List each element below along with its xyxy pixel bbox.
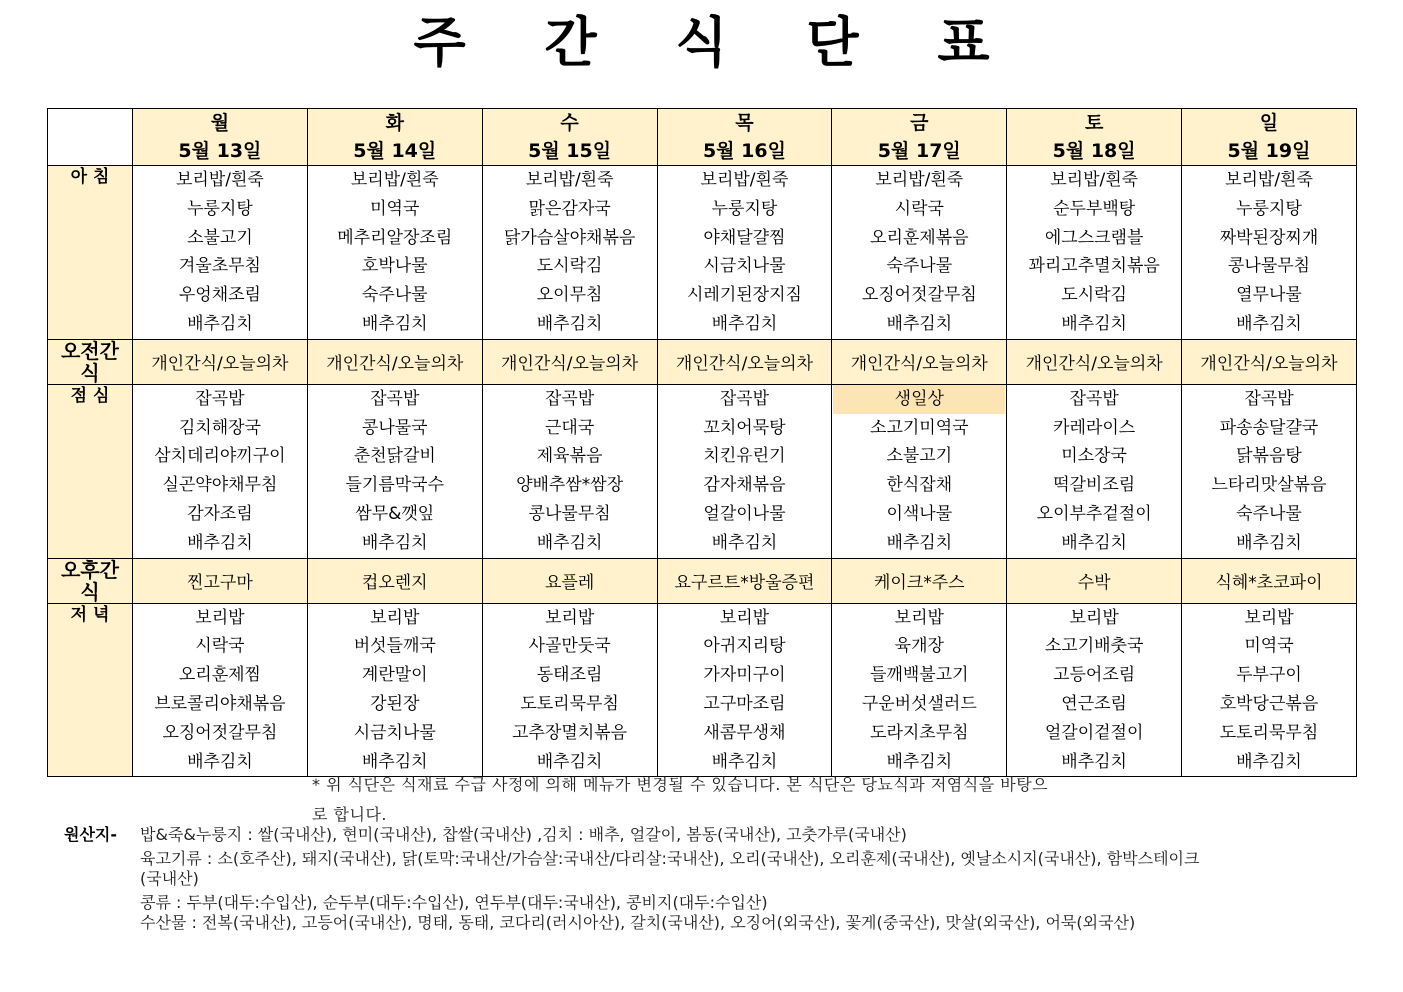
menu-item: 꼬치어묵탕 xyxy=(703,417,786,438)
menu-item: 배추김치 xyxy=(886,313,953,334)
menu-item: 떡갈비조림 xyxy=(1053,475,1136,496)
menu-cell xyxy=(832,384,1007,558)
day-header-thu xyxy=(657,109,832,166)
origin-line: (국내산) xyxy=(140,869,199,888)
menu-item: 소고기미역국 xyxy=(870,417,969,438)
menu-item: 시락국 xyxy=(894,198,944,219)
menu-item: 맑은감자국 xyxy=(528,198,611,219)
origin-line: 밥&죽&누룽지 : 쌀(국내산), 현미(국내산), 찹쌀(국내산) ,김치 : 배추, 얼갈이, 봄동(국내산), 고춧가루(국내산) xyxy=(140,825,907,844)
menu-item: 콩나물무침 xyxy=(528,503,611,524)
menu-item: 배추김치 xyxy=(1061,313,1127,334)
menu-item: 동태조림 xyxy=(536,665,603,686)
menu-cell xyxy=(832,166,1007,340)
menu-item: 구운버섯샐러드 xyxy=(861,693,977,714)
menu-cell xyxy=(657,384,832,558)
menu-item: 보리밥/흰죽 xyxy=(176,170,264,190)
menu-item: 얼갈이나물 xyxy=(703,503,786,524)
menu-item: 보리밥/흰죽 xyxy=(875,170,964,190)
menu-item: 우엉채조림 xyxy=(178,285,261,306)
menu-item: 시레기된장지짐 xyxy=(686,285,802,306)
menu-cell xyxy=(482,603,657,777)
menu-item: 얼갈이겉절이 xyxy=(1044,722,1144,743)
menu-item: 보리밥/흰죽 xyxy=(700,170,789,190)
menu-item: 닭볶음탕 xyxy=(1236,446,1302,467)
meal-label-line: 식 xyxy=(80,360,100,385)
menu-item: 배추김치 xyxy=(187,751,253,772)
menu-item: 잡곡밥 xyxy=(544,388,595,409)
day-name: 수 xyxy=(560,112,579,134)
menu-cell xyxy=(1007,166,1182,340)
day-date: 5월 19일 xyxy=(1227,140,1311,162)
menu-item: 도시락김 xyxy=(1061,285,1127,306)
menu-cell xyxy=(133,603,308,777)
menu-item: 소불고기 xyxy=(886,446,953,467)
day-header-row xyxy=(48,109,1357,166)
menu-item: 보리밥/흰죽 xyxy=(350,170,439,190)
am-snack-row xyxy=(48,339,1357,384)
menu-item: 순두부백탕 xyxy=(1053,198,1136,219)
menu-item: 배추김치 xyxy=(361,751,428,772)
menu-item: 배추김치 xyxy=(886,532,953,553)
menu-item: 보리밥 xyxy=(1069,607,1119,628)
menu-item: 콩나물국 xyxy=(361,417,428,438)
menu-cell xyxy=(482,166,657,340)
menu-item: 보리밥 xyxy=(1244,607,1294,628)
menu-item: 시금치나물 xyxy=(703,256,786,277)
origin-line: 콩류 : 두부(대두:수입산), 순두부(대두:수입산), 연두부(대두:국내산), 콩비지(대두:수입산) xyxy=(140,893,768,912)
menu-cell xyxy=(1182,384,1357,558)
day-date: 5월 13일 xyxy=(178,140,262,162)
menu-item: 배추김치 xyxy=(1236,751,1302,772)
menu-item: 사골만둣국 xyxy=(528,636,611,657)
snack-cell: 수박 xyxy=(1007,558,1182,603)
menu-item: 오이부추겉절이 xyxy=(1036,503,1152,524)
menu-item: 꽈리고추멸치볶음 xyxy=(1028,256,1160,277)
menu-item: 배추김치 xyxy=(536,751,603,772)
menu-cell xyxy=(133,166,308,340)
menu-cell xyxy=(307,603,482,777)
menu-item: 호박당근볶음 xyxy=(1219,693,1319,714)
breakfast-row xyxy=(48,166,1357,340)
menu-item: 배추김치 xyxy=(536,313,603,334)
day-name: 금 xyxy=(910,112,929,134)
meal-label-dinner: 저 녁 xyxy=(48,603,133,777)
menu-item: 보리밥/흰죽 xyxy=(525,170,614,190)
menu-item: 에그스크램블 xyxy=(1044,227,1144,248)
menu-item: 들기름막국수 xyxy=(345,475,445,496)
page-title: 주 간 식 단 표 xyxy=(413,11,1020,74)
menu-item: 보리밥 xyxy=(719,607,770,628)
menu-change-notice xyxy=(312,770,1172,830)
menu-item: 배추김치 xyxy=(361,313,428,334)
header-corner-cell xyxy=(48,109,133,166)
day-header-tue xyxy=(307,109,482,166)
menu-item: 오이무침 xyxy=(536,285,603,306)
notice-line: 로 합니다. xyxy=(312,805,387,824)
day-date: 5월 17일 xyxy=(877,140,961,162)
day-name: 월 xyxy=(210,112,230,134)
menu-cell xyxy=(307,166,482,340)
origin-line: 수산물 : 전복(국내산), 고등어(국내산), 명태, 동태, 코다리(러시아산), 갈치(국내산), 오징어(외국산), 꽃게(중국산), 맛살(외국산), 어묵(외국산) xyxy=(140,913,1136,932)
menu-cell xyxy=(482,384,657,558)
menu-item: 미역국 xyxy=(370,198,420,219)
menu-item: 근대국 xyxy=(544,417,595,438)
menu-item: 감자채볶음 xyxy=(703,475,786,496)
menu-item: 고추장멸치볶음 xyxy=(512,722,628,743)
menu-item: 숙주나물 xyxy=(1236,503,1302,524)
meal-label-breakfast: 아 침 xyxy=(48,166,133,340)
menu-item: 카레라이스 xyxy=(1053,417,1136,438)
menu-item: 호박나물 xyxy=(361,256,428,277)
notice-line: * 위 식단은 식재료 수급 사정에 의해 메뉴가 변경될 수 있습니다. 본 식단은 당뇨식과 저염식을 바탕으 xyxy=(312,775,1049,794)
menu-item: 두부구이 xyxy=(1236,665,1302,686)
menu-item: 짜박된장찌개 xyxy=(1219,227,1319,248)
menu-item: 파송송달걀국 xyxy=(1219,417,1319,438)
day-date: 5월 14일 xyxy=(353,140,437,162)
snack-cell: 식혜*초코파이 xyxy=(1182,558,1357,603)
menu-item: 보리밥 xyxy=(544,607,595,628)
snack-cell: 요구르트*방울증편 xyxy=(657,558,832,603)
menu-item: 오리훈제찜 xyxy=(178,665,261,686)
menu-item: 한식잡채 xyxy=(886,475,953,496)
menu-cell xyxy=(657,603,832,777)
menu-item: 삼치데리야끼구이 xyxy=(154,446,286,467)
menu-item: 누룽지탕 xyxy=(711,198,778,219)
menu-item: 도시락김 xyxy=(536,256,603,277)
day-date: 5월 16일 xyxy=(702,140,786,162)
snack-cell: 개인간식/오늘의차 xyxy=(482,339,657,384)
menu-item: 잡곡밥 xyxy=(370,388,420,409)
menu-item: 제육볶음 xyxy=(536,446,603,467)
day-name: 화 xyxy=(385,112,404,134)
menu-item: 고구마조림 xyxy=(703,693,786,714)
lunch-row xyxy=(48,384,1357,558)
menu-item: 누룽지탕 xyxy=(1236,198,1302,219)
meal-label-line: 오후간 xyxy=(61,557,119,582)
menu-item: 춘천닭갈비 xyxy=(353,446,436,467)
menu-item: 닭가슴살야채볶음 xyxy=(503,227,636,248)
menu-item: 보리밥 xyxy=(370,607,420,628)
menu-item: 쌈무&깻잎 xyxy=(355,503,435,524)
snack-cell: 개인간식/오늘의차 xyxy=(1182,339,1357,384)
snack-cell: 개인간식/오늘의차 xyxy=(1007,339,1182,384)
menu-cell xyxy=(1007,384,1182,558)
menu-item: 배추김치 xyxy=(711,313,778,334)
menu-item: 보리밥 xyxy=(894,607,944,628)
origin-info xyxy=(140,825,1355,933)
day-header-mon xyxy=(133,109,308,166)
snack-cell: 개인간식/오늘의차 xyxy=(133,339,308,384)
snack-cell: 요플레 xyxy=(482,558,657,603)
menu-item: 잡곡밥 xyxy=(1244,388,1294,409)
menu-item: 배추김치 xyxy=(361,532,428,553)
menu-item: 아귀지리탕 xyxy=(703,636,786,657)
menu-item: 숙주나물 xyxy=(886,256,953,277)
day-header-sun xyxy=(1182,109,1357,166)
snack-cell: 찐고구마 xyxy=(133,558,308,603)
menu-item: 배추김치 xyxy=(711,532,778,553)
day-header-fri xyxy=(832,109,1007,166)
menu-item: 미역국 xyxy=(1244,636,1294,657)
snack-cell: 케이크*주스 xyxy=(832,558,1007,603)
menu-cell xyxy=(832,603,1007,777)
meal-label-am-snack xyxy=(48,339,133,384)
menu-item: 생일상 xyxy=(833,385,1005,414)
day-name: 일 xyxy=(1259,112,1279,134)
day-name: 목 xyxy=(735,112,754,134)
menu-item: 도토리묵무침 xyxy=(1219,722,1319,743)
menu-item: 시락국 xyxy=(195,636,245,657)
menu-item: 누룽지탕 xyxy=(187,198,253,219)
meal-label-pm-snack xyxy=(48,558,133,603)
menu-item: 새콤무생채 xyxy=(703,722,786,743)
menu-item: 배추김치 xyxy=(1061,532,1127,553)
menu-cell xyxy=(307,384,482,558)
menu-item: 숙주나물 xyxy=(361,285,428,306)
origin-label: 원산지- xyxy=(64,825,118,844)
menu-item: 잡곡밥 xyxy=(719,388,770,409)
menu-item: 보리밥/흰죽 xyxy=(1050,170,1139,190)
menu-item: 강된장 xyxy=(370,693,420,714)
day-date: 5월 15일 xyxy=(528,140,612,162)
menu-item: 치킨유린기 xyxy=(703,446,786,467)
menu-cell xyxy=(1182,166,1357,340)
dinner-row xyxy=(48,603,1357,777)
weekly-menu-table xyxy=(47,108,1357,777)
snack-cell: 개인간식/오늘의차 xyxy=(657,339,832,384)
day-name: 토 xyxy=(1084,112,1104,134)
menu-item: 오징어젓갈무침 xyxy=(861,285,977,306)
menu-item: 양배추쌈*쌈장 xyxy=(516,475,624,496)
menu-item: 시금치나물 xyxy=(353,722,436,743)
menu-item: 배추김치 xyxy=(711,751,778,772)
origin-line: 육고기류 : 소(호주산), 돼지(국내산), 닭(토막:국내산/가슴살:국내산/다리살:국내산), 오리(국내산), 오리훈제(국내산), 옛날소시지(국내산), 함박스테이크 xyxy=(140,849,1200,868)
day-header-sat xyxy=(1007,109,1182,166)
menu-item: 느타리맛살볶음 xyxy=(1211,475,1327,496)
menu-item: 도토리묵무침 xyxy=(520,693,619,714)
menu-item: 버섯들깨국 xyxy=(353,636,436,657)
menu-item: 미소장국 xyxy=(1061,446,1127,467)
menu-item: 잡곡밥 xyxy=(195,388,245,409)
menu-item: 연근조림 xyxy=(1061,693,1127,714)
snack-cell: 개인간식/오늘의차 xyxy=(832,339,1007,384)
menu-item: 이색나물 xyxy=(886,503,953,524)
menu-item: 메추리알장조림 xyxy=(337,227,453,248)
menu-cell xyxy=(1007,603,1182,777)
menu-item: 감자조림 xyxy=(187,503,253,524)
menu-item: 브로콜리야채볶음 xyxy=(154,693,286,714)
menu-item: 겨울초무침 xyxy=(178,256,261,277)
menu-item: 오리훈제볶음 xyxy=(870,227,969,248)
menu-item: 보리밥/흰죽 xyxy=(1225,170,1313,190)
menu-item: 도라지초무침 xyxy=(870,722,969,743)
menu-item: 배추김치 xyxy=(1236,532,1302,553)
menu-cell xyxy=(657,166,832,340)
menu-item: 잡곡밥 xyxy=(1069,388,1119,409)
menu-item: 배추김치 xyxy=(187,532,253,553)
meal-label-line: 오전간 xyxy=(61,338,119,363)
menu-item: 야채달걀찜 xyxy=(703,227,786,248)
menu-item: 배추김치 xyxy=(1061,751,1127,772)
menu-item: 소불고기 xyxy=(187,227,253,248)
menu-item: 가자미구이 xyxy=(703,665,786,686)
menu-item: 배추김치 xyxy=(886,751,953,772)
day-header-wed xyxy=(482,109,657,166)
menu-item: 오징어젓갈무침 xyxy=(162,722,278,743)
menu-cell xyxy=(133,384,308,558)
menu-item: 소고기배춧국 xyxy=(1044,636,1144,657)
menu-item: 김치해장국 xyxy=(178,417,261,438)
pm-snack-row xyxy=(48,558,1357,603)
menu-cell xyxy=(1182,603,1357,777)
menu-item: 육개장 xyxy=(894,636,944,657)
snack-cell: 컵오렌지 xyxy=(307,558,482,603)
snack-cell: 개인간식/오늘의차 xyxy=(307,339,482,384)
menu-item: 배추김치 xyxy=(1236,313,1302,334)
meal-label-line: 식 xyxy=(80,579,100,604)
menu-item: 배추김치 xyxy=(536,532,603,553)
menu-item: 보리밥 xyxy=(195,607,245,628)
menu-item: 계란말이 xyxy=(361,665,428,686)
meal-label-lunch: 점 심 xyxy=(48,384,133,558)
menu-item: 고등어조림 xyxy=(1053,665,1136,686)
menu-item: 배추김치 xyxy=(187,313,253,334)
menu-item: 들깨백불고기 xyxy=(870,665,969,686)
menu-item: 콩나물무침 xyxy=(1227,256,1311,277)
day-date: 5월 18일 xyxy=(1052,140,1136,162)
menu-item: 열무나물 xyxy=(1236,285,1302,306)
menu-item: 실곤약야채무침 xyxy=(162,475,278,496)
